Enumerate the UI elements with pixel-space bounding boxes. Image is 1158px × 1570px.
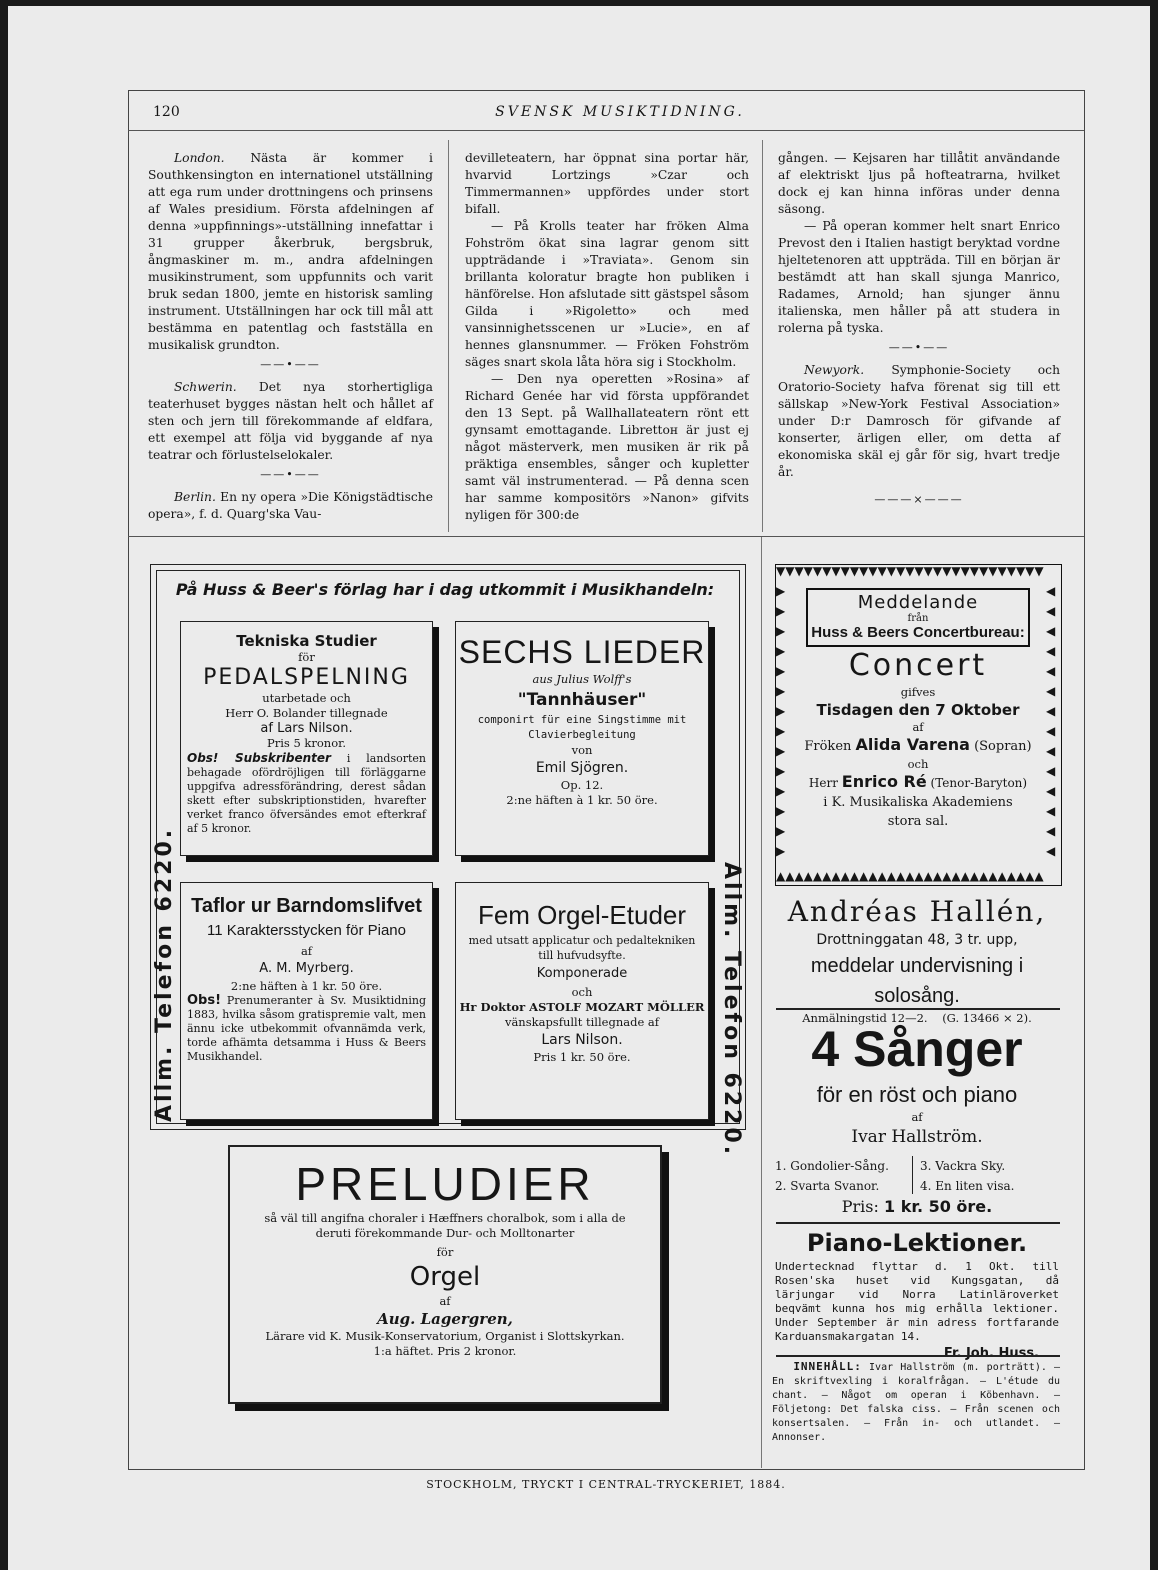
ornament-left: ▶ (776, 724, 786, 738)
ornament-right: ◀ (1046, 724, 1056, 738)
place-newyork: Newyork. (804, 363, 865, 377)
preludier-ad (228, 1145, 662, 1404)
pedal-l3: PEDALSPELNING (203, 665, 410, 690)
preludier-l6: Aug. Lagergren, (377, 1310, 513, 1328)
ornament-left: ▶ (776, 664, 786, 678)
bureau: Huss & Beers Concertbureau: (811, 624, 1025, 641)
ornament-left: ▶ (776, 604, 786, 618)
end-mark: ———×——— (874, 493, 964, 506)
preludier-l3: för (436, 1245, 454, 1259)
separator: ——•—— (888, 341, 950, 354)
herr-role: (Tenor-Baryton) (930, 776, 1028, 790)
herr: Herr (808, 776, 838, 790)
sanger-composer: Ivar Hallström. (851, 1127, 983, 1147)
ornament-right: ◀ (1046, 844, 1056, 858)
contents-box (772, 1360, 1060, 1445)
column-rule (761, 537, 762, 1468)
song-item: 2. Svarta Svanor. (775, 1179, 880, 1193)
song-list-left (775, 1156, 910, 1196)
page-number: 120 (153, 104, 180, 120)
taflor-l5: 2:ne häften à 1 kr. 50 öre. (230, 979, 383, 993)
lieder-l4: componirt für eine Singstimme mit Clavierbegleitung (477, 714, 687, 741)
preludier-l5: af (439, 1294, 451, 1308)
col3-paragraph: — På operan kommer helt snart Enrico Prevost den i Italien hastigt beryktad vordne hjeltetenoren att uppträda. Till en början är bestämdt att han skall sjunga Manrico, Radames, Arnold; han sjunger ännu italienska, men håller på att studera in rolerna på tyska. (778, 219, 1060, 335)
hallen-service: meddelar undervisning i solosång. (810, 955, 1024, 1007)
place-london: London. (174, 151, 225, 165)
song-list-divider (912, 1156, 913, 1194)
froken-name: Alida Varena (855, 735, 970, 754)
footer-imprint: STOCKHOLM, TRYCKT I CENTRAL-TRYCKERIET, 1884. (426, 1478, 786, 1491)
separator: ——•—— (260, 358, 321, 371)
separator: ——•—— (260, 468, 321, 481)
ornament-left: ▶ (776, 824, 786, 838)
hallen-ad (770, 895, 1064, 1026)
london-text: Nästa är kommer i Southkensington en internationel utställning att ega rum under drottningens och prinsens af Wales presidium. Första afdelningen af denna »uppfinnings»-utställning innefattar i 31 grupper åkerbruk, bergsbruk, ångmaskiner m. m., andra afdelningen musikinstrument, som uppfunnits och varit bruk sedan 1800, jemte en historisk samling instrument. Utställningen har ock till mål att bestämma en patentlag och fastställa en musikalisk grundton. (148, 151, 433, 352)
etuder-l6: vänskapsfullt tillegnade af (504, 1015, 660, 1029)
ad-rule (776, 1355, 1060, 1357)
ornament-right: ◀ (1046, 784, 1056, 798)
fran: från (907, 613, 929, 624)
ornament-left: ▶ (776, 704, 786, 718)
etuder-l4: och (571, 985, 593, 999)
preludier-l4: Orgel (409, 1262, 481, 1292)
section-rule (128, 536, 1084, 537)
preludier-l1: PRELUDIER (295, 1158, 595, 1210)
lieder-l8: 2:ne häften à 1 kr. 50 öre. (506, 793, 658, 807)
preludier-l2: så väl till angifna choraler i Hæffners choralbok, som i alla de deruti förekommande Dur- och Molltonarter (264, 1211, 626, 1240)
running-title: SVENSK MUSIKTIDNING. (495, 104, 745, 120)
piano-text: Undertecknad flyttar d. 1 Okt. till Rosen'ska huset vid Kungsgatan, då lärjungar vid Norra Latinläroverket beqvämt kunna hos mig erhålla lektioner. Under September är min adress fortfarande Karduansmakargatan 14. (775, 1260, 1059, 1343)
col2-paragraph: devilleteatern, har öppnat sina portar här, hvarvid Lortzings »Czar och Timmermannen» uppfördes under stort bifall. (465, 151, 749, 216)
hallen-name: Andréas Hallén, (787, 895, 1047, 928)
herr-name: Enrico Ré (841, 772, 927, 791)
piano-sign: Fr. Joh. Huss. (943, 1346, 1039, 1361)
ornament-right: ◀ (1046, 624, 1056, 638)
lieder-l2: aus Julius Wolff's (532, 672, 632, 686)
contents-text: Ivar Hallström (m. porträtt). — En skriftvexling i koralfrågan. — L'étude du chant. — Något om operan i Köbenhavn. — Följetong: Det falska ciss. — Från scenen och konsertsalen. — Från in- och utlandet. — Annonser. (772, 1362, 1060, 1443)
article-column-2 (465, 150, 749, 524)
pedal-l6: af Lars Nilson. (260, 721, 353, 736)
header-rule (128, 130, 1084, 131)
venue2: stora sal. (887, 814, 949, 829)
pedal-obs-text: i landsorten behagade ofördröjligen till förläggarne uppgifva adressförändring, derest sådan skett efter subskriptionstiden, hvarefter verket franco öfversändes emot efterkraf af 5 kronor. (187, 752, 427, 835)
col3-paragraph: gången. — Kejsaren har tillåtit användande af elektriskt ljus på hofteatrarna, hvilket dock ej kan hinna införas under denna säsong. (778, 151, 1060, 216)
article-column-3 (778, 150, 1060, 514)
col2-paragraph: — På Krolls teater har fröken Alma Fohström ökat sina lagrar genom sitt uppträdande i »Traviata». Genom sin brillanta koloratur bragte hon publiken i hänförelse. Hon afslutade sitt gästspel såsom Gilda i »Rigoletto» och med vansinnighetsscenen ur »Lucie», en af hennes glansnummer. — Fröken Fohström säges snart skola låta höra sig i Stockholm. (465, 219, 749, 369)
concert-title: Concert (848, 648, 988, 683)
venue1: i K. Musikaliska Akademiens (823, 795, 1013, 810)
froken: Fröken (804, 739, 852, 754)
concert-date: Tisdagen den 7 Oktober (816, 701, 1020, 719)
ornament-left: ▶ (776, 584, 786, 598)
sanger-title: 4 Sånger (811, 1021, 1023, 1077)
col2-paragraph: — Den nya operetten »Rosina» af Richard Genée har vid första uppförandet den 13 Sept. på Wallhallateatern rönt ett gynsamt emottagande. Librettон är just ej något mästerverk, men musiken är rik på präktiga ensembles, sånger och kupletter samt väl instrumenterad. — På denna scen har samme kompositörs »Nanon» gifvits nyligen för 300:de (465, 372, 749, 522)
sanger-af: af (911, 1110, 923, 1124)
column-rule (448, 140, 449, 532)
song-item: 1. Gondolier-Sång. (775, 1159, 889, 1173)
ornament-left: ▶ (776, 764, 786, 778)
meddelande: Meddelande (857, 592, 979, 613)
ornament-left: ▶ (776, 844, 786, 858)
etuder-l3: Komponerade (536, 966, 628, 981)
pedal-ad (180, 621, 433, 856)
ornament-left: ▶ (776, 744, 786, 758)
concert-bureau-box (806, 588, 1030, 647)
preludier-l7: Lärare vid K. Musik-Konservatorium, Organist i Slottskyrkan. (265, 1329, 625, 1343)
ornament-left: ▶ (776, 784, 786, 798)
ad-rule (776, 1222, 1060, 1224)
ornament-right: ◀ (1046, 764, 1056, 778)
pedal-l5: Herr O. Bolander tillegnade (225, 706, 388, 720)
ad-rule (776, 1008, 1060, 1010)
lieder-l3: "Tannhäuser" (517, 690, 647, 710)
preludier-l8: 1:a häftet. Pris 2 kronor. (373, 1344, 517, 1358)
ornament-right: ◀ (1046, 584, 1056, 598)
ornament-left: ▶ (776, 644, 786, 658)
taflor-obs: Obs! (187, 993, 222, 1008)
contents-label: INNEHÅLL: (793, 1360, 862, 1373)
orgel-etuder-ad (455, 882, 709, 1120)
froken-role: (Sopran) (974, 739, 1032, 754)
taflor-l4: A. M. Myrberg. (259, 961, 354, 976)
piano-ad (775, 1226, 1059, 1364)
piano-title: Piano-Lektioner. (806, 1229, 1028, 1257)
sanger-sub: för en röst och piano (816, 1082, 1018, 1107)
pedal-l1: Tekniska Studier (236, 632, 377, 650)
column-rule (762, 140, 763, 532)
pedal-l4: utarbetade och (262, 691, 351, 705)
ornament-top: ▼▼▼▼▼▼▼▼▼▼▼▼▼▼▼▼▼▼▼▼▼▼▼▼▼▼▼▼▼ (776, 564, 1044, 578)
ornament-right: ◀ (1046, 744, 1056, 758)
ornament-right: ◀ (1046, 704, 1056, 718)
och: och (907, 757, 929, 771)
ornament-left: ▶ (776, 804, 786, 818)
ornament-right: ◀ (1046, 644, 1056, 658)
lieder-l1: SECHS LIEDER (458, 634, 706, 670)
pedal-obs: Obs! Subskribenter (187, 751, 331, 765)
ornament-left: ▶ (776, 624, 786, 638)
song-list-right (920, 1156, 1055, 1196)
ornament-right: ◀ (1046, 604, 1056, 618)
telephone-right: Allm. Telefon 6220. (719, 862, 744, 1158)
newyork-text: Symphonie-Society och Oratorio-Society hafva förenat sig till ett sällskap »New-York Festival Association» under D:r Damrosch för gifvande af konserter, ärligen eller, om detta af ekonomiska skäl ej går för sig, hvart tredje år. (778, 363, 1060, 479)
etuder-l7: Lars Nilson. (541, 1032, 623, 1048)
lieder-l5: von (571, 743, 593, 757)
taflor-l3: af (300, 944, 313, 958)
price-label: Pris: (841, 1197, 879, 1216)
ornament-right: ◀ (1046, 664, 1056, 678)
taflor-obs-text: Prenumeranter à Sv. Musiktidning 1883, hvilka såsom gratispremie valt, men ännu icke utbekommit ofvannämda verk, torde afhämta detsamma i Huss & Beers Musikhandel. (187, 994, 426, 1063)
etuder-l1: Fem Orgel-Etuder (477, 900, 687, 930)
taflor-ad (180, 882, 433, 1120)
ornament-left: ▶ (776, 684, 786, 698)
ornament-right: ◀ (1046, 804, 1056, 818)
place-berlin: Berlin. (174, 490, 216, 504)
concert-content (790, 580, 1046, 868)
ornament-right: ◀ (1046, 824, 1056, 838)
etuder-l2: med utsatt applicatur och pedaltekniken till hufvudsyfte. (468, 934, 696, 962)
af: af (912, 720, 924, 734)
schwerin-text: Det nya storhertigliga teaterhuset bygges nästan helt och hållet af sten och jern till förekommande af eldfara, ett exempel att följa vid byggande af nya teatrar och förlustelselokaler. (148, 380, 433, 462)
hallen-address: Drottninggatan 48, 3 tr. upp, (816, 932, 1018, 948)
gifves: gifves (900, 685, 936, 699)
hallen-tel: (G. 13466 × 2). (942, 1011, 1032, 1025)
ad-banner: På Huss & Beer's förlag har i dag utkommit i Musikhandeln: (175, 580, 715, 599)
hallen-time: Anmälningstid 12—2. (802, 1011, 928, 1025)
pedal-l7: Pris 5 kronor. (266, 736, 347, 750)
song-item: 3. Vackra Sky. (920, 1159, 1006, 1173)
pedal-l2: för (298, 650, 315, 664)
song-item: 4. En liten visa. (920, 1179, 1015, 1193)
taflor-l2: 11 Karaktersstycken för Piano (207, 922, 406, 939)
lieder-l7: Op. 12. (560, 778, 604, 792)
etuder-l8: Pris 1 kr. 50 öre. (533, 1050, 631, 1064)
article-column-1 (148, 150, 433, 523)
place-schwerin: Schwerin. (174, 380, 237, 394)
lieder-ad (455, 621, 709, 856)
sanger-price: 1 kr. 50 öre. (883, 1197, 993, 1216)
etuder-l5: Hr Doktor ASTOLF MOZART MÖLLER (459, 1000, 705, 1014)
telephone-left: Allm. Telefon 6220. (152, 826, 177, 1122)
sanger-ad (770, 1018, 1064, 1149)
ornament-right: ◀ (1046, 684, 1056, 698)
ornament-bottom: ▲▲▲▲▲▲▲▲▲▲▲▲▲▲▲▲▲▲▲▲▲▲▲▲▲▲▲▲▲ (776, 869, 1044, 883)
berlin-text: En ny opera »Die Königstädtische opera», f. d. Quarg'ska Vau- (148, 490, 433, 521)
taflor-l1: Taflor ur Barndomslifvet (191, 895, 422, 917)
lieder-l6: Emil Sjögren. (535, 760, 629, 776)
